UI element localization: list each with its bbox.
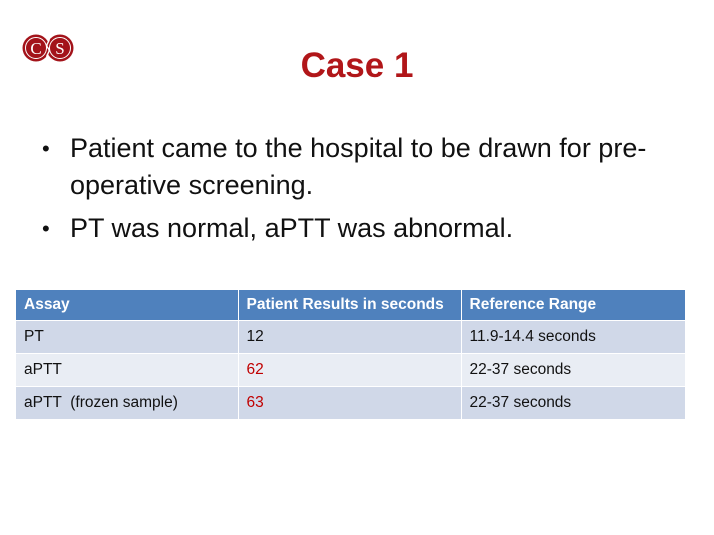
- cell-range: 22-37 seconds: [461, 354, 685, 387]
- bullet-item: [42, 130, 692, 204]
- slide-title: Case 1: [300, 46, 414, 85]
- bullet-marker-icon: •: [42, 136, 50, 161]
- results-table: [16, 290, 685, 419]
- bullet-list: [42, 130, 692, 253]
- cell-result-abnormal: 63: [238, 387, 461, 420]
- bullet-marker-icon: •: [42, 216, 50, 241]
- table-header-row: [16, 290, 685, 321]
- table-row: [16, 387, 685, 420]
- column-header-assay: Assay: [16, 290, 238, 321]
- cell-range: 11.9-14.4 seconds: [461, 321, 685, 354]
- cell-range: 22-37 seconds: [461, 387, 685, 420]
- bullet-text: PT was normal, aPTT was abnormal.: [70, 213, 514, 243]
- column-header-patient-results: Patient Results in seconds: [238, 290, 461, 321]
- cell-assay: PT: [16, 321, 238, 354]
- bullet-item: [42, 210, 692, 247]
- column-header-reference-range: Reference Range: [461, 290, 685, 321]
- cell-result-abnormal: 62: [238, 354, 461, 387]
- table-row: [16, 354, 685, 387]
- svg-text:C: C: [30, 39, 42, 58]
- cell-assay: aPTT (frozen sample): [16, 387, 238, 420]
- table-row: [16, 321, 685, 354]
- bullet-text: Patient came to the hospital to be drawn for pre-operative screening.: [70, 133, 647, 200]
- svg-text:S: S: [55, 39, 65, 58]
- cell-result: 12: [238, 321, 461, 354]
- cell-assay: aPTT: [16, 354, 238, 387]
